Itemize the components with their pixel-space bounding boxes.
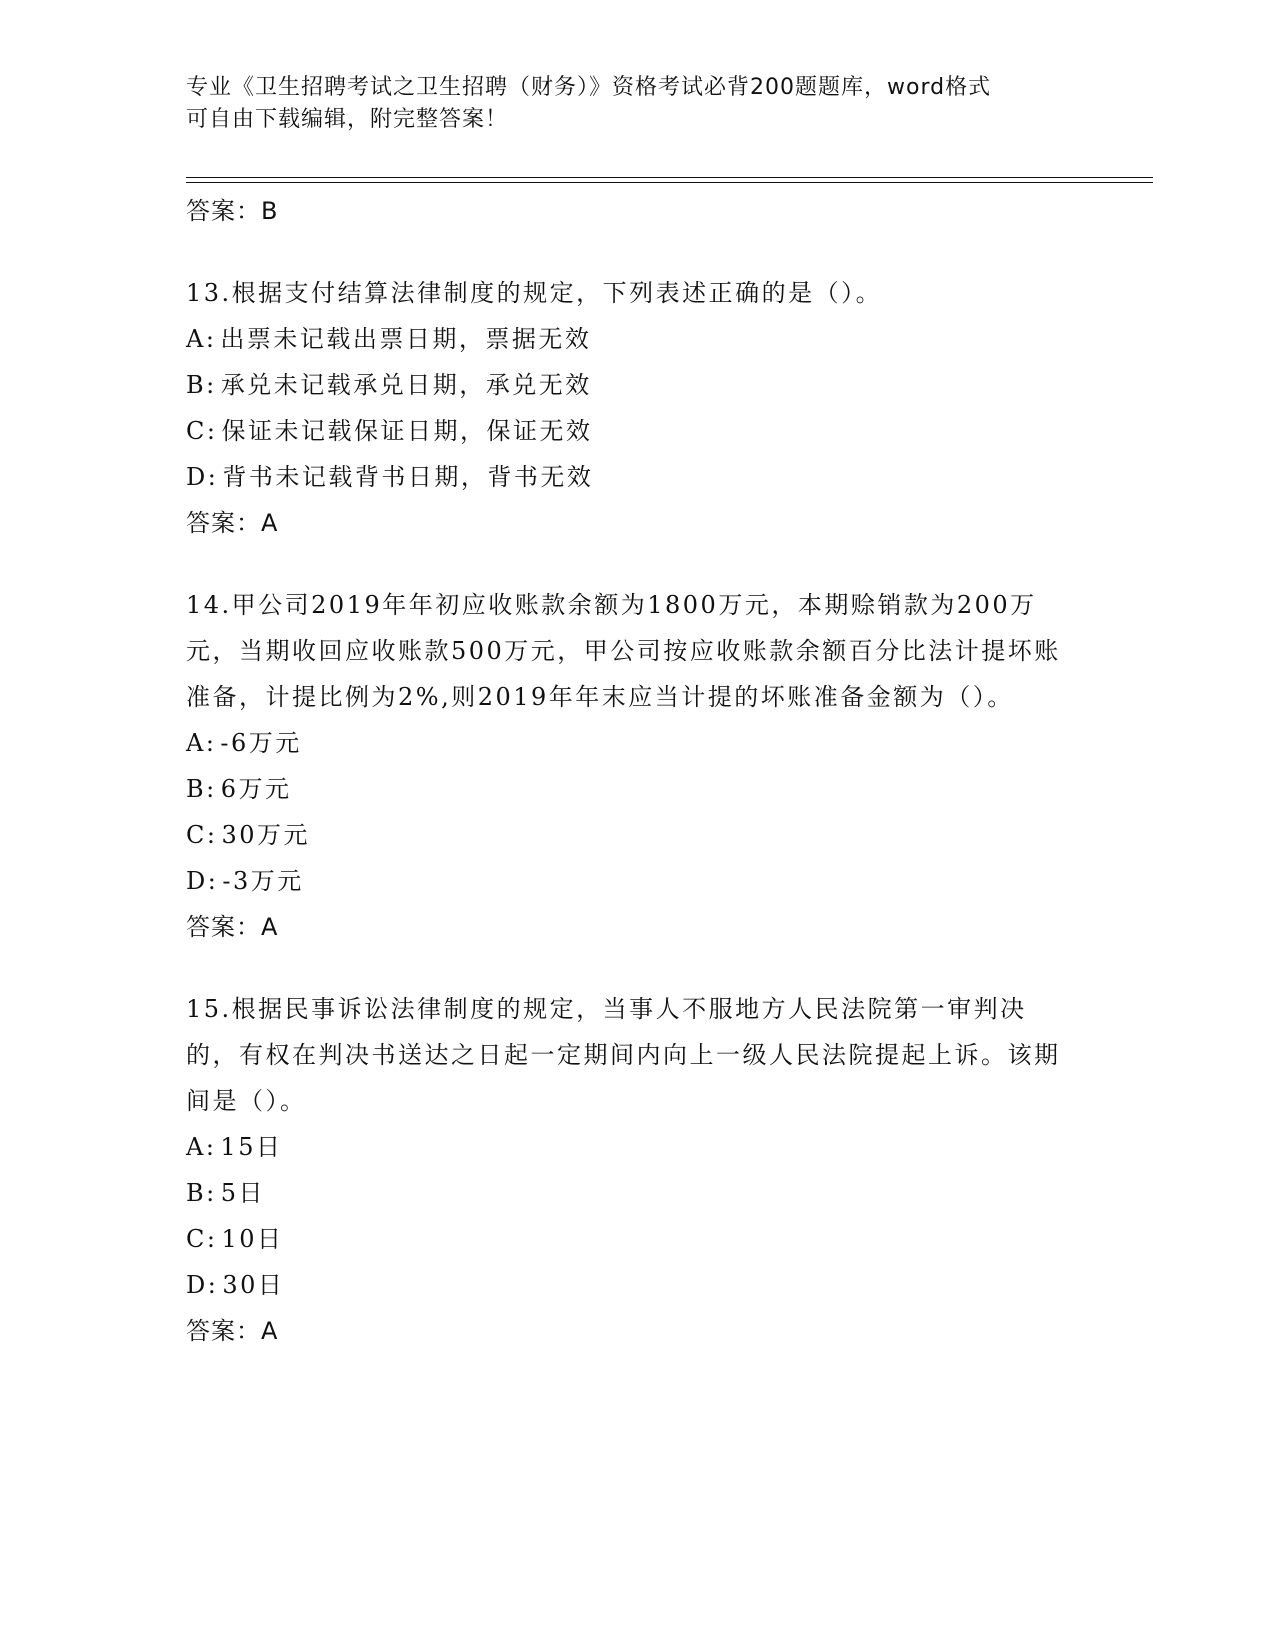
question-answer: 答案：A	[186, 509, 279, 537]
question-14	[186, 582, 1086, 950]
option-letter: D:	[186, 867, 219, 895]
option-letter: C:	[186, 821, 218, 849]
option-b	[186, 766, 1086, 812]
option-letter: C:	[186, 1225, 218, 1253]
option-letter: B:	[186, 371, 217, 399]
question-stem: 14.甲公司2019年年初应收账款余额为1800万元，本期赊销款为200万元，当期收回应收账款500万元，甲公司按应收账款余额百分比法计提坏账准备，计提比例为2%,则2019年年末应当计提的坏账准备金额为（）。	[186, 591, 1061, 711]
question-list	[186, 188, 1086, 1354]
option-a	[186, 720, 1086, 766]
option-letter: A:	[186, 729, 217, 757]
option-text: -3万元	[222, 867, 304, 895]
option-b	[186, 1170, 1086, 1216]
previous-answer: 答案：B	[186, 197, 279, 225]
option-c	[186, 408, 1086, 454]
option-letter: C:	[186, 417, 218, 445]
question-answer: 答案：A	[186, 913, 279, 941]
option-text: 背书未记载背书日期，背书无效	[222, 463, 594, 491]
option-text: 出票未记载出票日期，票据无效	[220, 325, 592, 353]
header-rule-top	[186, 177, 1153, 178]
option-letter: A:	[186, 1133, 217, 1161]
option-d	[186, 454, 1086, 500]
option-letter: B:	[186, 775, 217, 803]
option-text: 10日	[221, 1225, 284, 1253]
option-c	[186, 1216, 1086, 1262]
option-d	[186, 1262, 1086, 1308]
option-letter: B:	[186, 1179, 217, 1207]
option-letter: D:	[186, 1271, 219, 1299]
option-text: 5日	[220, 1179, 266, 1207]
header-rule-bottom	[186, 182, 1153, 183]
option-text: 15日	[220, 1133, 283, 1161]
document-header	[186, 72, 1066, 136]
option-letter: D:	[186, 463, 219, 491]
option-b	[186, 362, 1086, 408]
option-text: 30万元	[221, 821, 310, 849]
option-text: 保证未记载保证日期，保证无效	[221, 417, 593, 445]
header-line-2: 可自由下载编辑，附完整答案！	[186, 107, 509, 132]
question-stem: 13.根据支付结算法律制度的规定，下列表述正确的是（）。	[186, 279, 883, 307]
option-c	[186, 812, 1086, 858]
header-line-1: 专业《卫生招聘考试之卫生招聘（财务）》资格考试必背200题题库，word格式	[186, 75, 992, 100]
option-text: 6万元	[220, 775, 292, 803]
option-letter: A:	[186, 325, 217, 353]
option-a	[186, 316, 1086, 362]
option-a	[186, 1124, 1086, 1170]
question-answer: 答案：A	[186, 1317, 279, 1345]
question-stem: 15.根据民事诉讼法律制度的规定，当事人不服地方人民法院第一审判决的，有权在判决书送达之日起一定期间内向上一级人民法院提起上诉。该期间是（）。	[186, 995, 1061, 1115]
option-d	[186, 858, 1086, 904]
question-13	[186, 270, 1086, 546]
option-text: 30日	[222, 1271, 285, 1299]
option-text: -6万元	[220, 729, 302, 757]
question-15	[186, 986, 1086, 1354]
option-text: 承兑未记载承兑日期，承兑无效	[220, 371, 592, 399]
